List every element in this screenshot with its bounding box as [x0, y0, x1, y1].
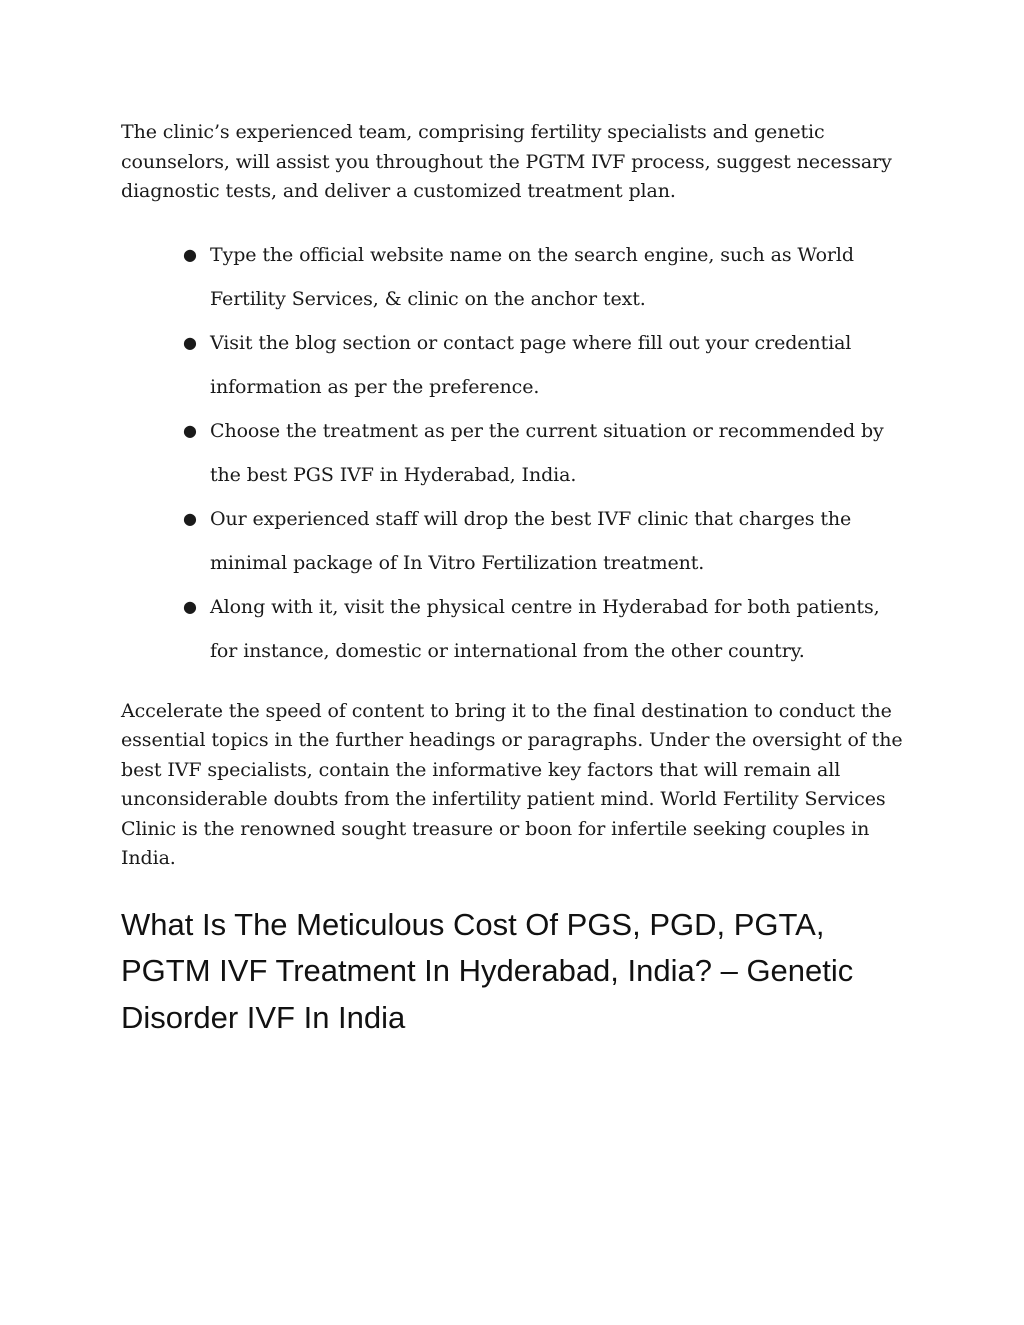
list-item-text: Along with it, visit the physical centre in Hyderabad for both patients, for instance, domestic or international from the other country. — [210, 595, 880, 662]
list-item — [183, 497, 911, 585]
list-item-text: Our experienced staff will drop the best IVF clinic that charges the minimal package of In Vitro Fertilization treatment. — [210, 507, 852, 574]
list-item — [183, 585, 911, 673]
bullet-icon: ● — [183, 420, 197, 440]
list-item-text: Choose the treatment as per the current situation or recommended by the best PGS IVF in Hyderabad, India. — [210, 419, 884, 486]
list-item-text: Visit the blog section or contact page where fill out your credential information as per the preference. — [210, 331, 852, 398]
bullet-icon: ● — [183, 596, 197, 616]
list-item — [183, 233, 911, 321]
bullet-icon: ● — [183, 332, 197, 352]
list-item — [183, 409, 911, 497]
bullet-icon: ● — [183, 508, 197, 528]
list-item-text: Type the official website name on the search engine, such as World Fertility Services, & clinic on the anchor text. — [210, 243, 854, 310]
body-paragraph: Accelerate the speed of content to bring it to the final destination to conduct the essential topics in the further headings or paragraphs. Under the oversight of the best IVF specialists, contain the informative key factors that will remain all unconsiderable doubts from the infertility patient mind. World Fertility Services Clinic is the renowned sought treasure or boon for infertile seeking couples in India. — [121, 699, 903, 869]
section-heading: What Is The Meticulous Cost Of PGS, PGD, PGTA, PGTM IVF Treatment In Hyderabad, India? – Genetic Disorder IVF In India — [121, 906, 854, 1035]
list-item — [183, 321, 911, 409]
bullet-icon: ● — [183, 244, 197, 264]
document-page — [121, 118, 911, 1041]
intro-paragraph: The clinic’s experienced team, comprising fertility specialists and genetic counselors, will assist you throughout the PGTM IVF process, suggest necessary diagnostic tests, and deliver a customized treatment plan. — [121, 121, 892, 202]
steps-list — [121, 233, 911, 673]
